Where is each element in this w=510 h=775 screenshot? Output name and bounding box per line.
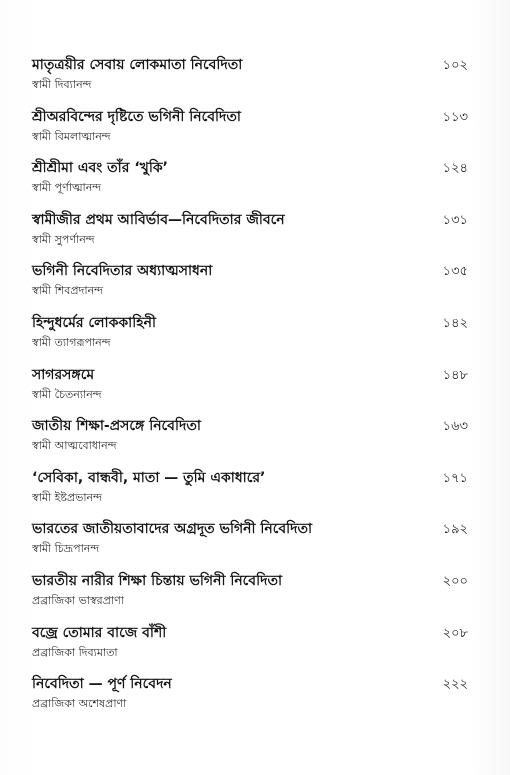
toc-entry-title: ‘সেবিকা, বান্ধবী, মাতা — তুমি একাধারে’ bbox=[32, 469, 266, 486]
toc-entry bbox=[32, 571, 468, 623]
toc-entry-author: স্বামী ইষ্টপ্রভানন্দ bbox=[32, 490, 102, 504]
toc-entry-author: স্বামী বিমলাত্মানন্দ bbox=[32, 129, 111, 143]
toc-entry-title: হিন্দুধর্মের লোককাহিনী bbox=[32, 314, 156, 331]
toc-entry bbox=[32, 158, 468, 210]
toc-entry-author: স্বামী শিবপ্রদানন্দ bbox=[32, 284, 103, 298]
toc-entry-author: স্বামী আত্মবোধানন্দ bbox=[32, 439, 117, 453]
toc-entry bbox=[32, 623, 468, 675]
toc-entry-page-number: ১৭১ bbox=[442, 470, 468, 486]
toc-entry bbox=[32, 468, 468, 520]
table-of-contents bbox=[32, 55, 468, 726]
toc-entry bbox=[32, 261, 468, 313]
toc-entry-page-number: ১৬৩ bbox=[442, 419, 468, 435]
toc-entry-title: শ্রীঅরবিন্দের দৃষ্টিতে ভগিনী নিবেদিতা bbox=[32, 108, 241, 125]
toc-entry-title: নিবেদিতা — পূর্ণ নিবেদন bbox=[32, 676, 172, 693]
toc-entry-author: স্বামী ত্যাগরূপানন্দ bbox=[32, 335, 111, 349]
toc-entry-title: বজ্রে তোমার বাজে বাঁশী bbox=[32, 624, 167, 641]
toc-entry bbox=[32, 313, 468, 365]
toc-entry-page-number: ১০২ bbox=[442, 58, 468, 73]
toc-entry-author: স্বামী দিব্যানন্দ bbox=[32, 78, 92, 91]
toc-entry bbox=[32, 107, 468, 159]
toc-entry bbox=[32, 519, 468, 571]
toc-entry-page-number: ২০০ bbox=[442, 573, 468, 589]
toc-entry-author: স্বামী সুপর্ণানন্দ bbox=[32, 232, 95, 246]
toc-entry-title: ভারতীয় নারীর শিক্ষা চিন্তায় ভগিনী নিবেদিতা bbox=[32, 572, 283, 589]
toc-entry bbox=[32, 55, 468, 107]
toc-entry-title: শ্রীশ্রীমা এবং তাঁর ‘খুকি’ bbox=[32, 160, 168, 177]
toc-entry bbox=[32, 365, 468, 417]
toc-entry-title: জাতীয় শিক্ষা-প্রসঙ্গে নিবেদিতা bbox=[32, 418, 201, 435]
toc-entry bbox=[32, 210, 468, 262]
toc-entry-page-number: ১৩৫ bbox=[442, 264, 468, 280]
toc-entry-page-number: ২২২ bbox=[442, 677, 468, 693]
toc-entry-title: সাগরসঙ্গমে bbox=[32, 366, 95, 383]
toc-entry-page-number: ১৯২ bbox=[442, 522, 468, 538]
toc-entry-author: প্রব্রাজিকা দিব্যমাতা bbox=[32, 645, 118, 659]
toc-entry-author: প্রব্রাজিকা অশেষপ্রাণা bbox=[32, 697, 127, 711]
toc-entry-page-number: ১১৩ bbox=[442, 109, 468, 125]
toc-entry-page-number: ১৪২ bbox=[442, 315, 468, 331]
toc-entry-title: স্বামীজীর প্রথম আবির্ভাব—নিবেদিতার জীবনে bbox=[32, 211, 285, 228]
toc-entry-title: ভারতের জাতীয়তাবাদের অগ্রদূত ভগিনী নিবেদিতা bbox=[32, 521, 313, 538]
toc-entry-page-number: ১৩১ bbox=[442, 212, 468, 228]
toc-entry-author: স্বামী চিদ্রূপানন্দ bbox=[32, 542, 100, 556]
toc-entry-author: স্বামী পূর্ণাত্মানন্দ bbox=[32, 181, 102, 195]
toc-entry-title: মাতৃত্রয়ীর সেবায় লোকমাতা নিবেদিতা bbox=[32, 57, 243, 73]
toc-entry-page-number: ১২৪ bbox=[442, 161, 468, 177]
toc-entry-author: প্রব্রাজিকা ভাস্বরপ্রাণা bbox=[32, 593, 124, 607]
toc-entry bbox=[32, 416, 468, 468]
toc-entry-author: স্বামী চৈতন্যানন্দ bbox=[32, 387, 102, 401]
toc-entry bbox=[32, 674, 468, 726]
toc-entry-page-number: ২০৮ bbox=[442, 625, 468, 641]
toc-entry-page-number: ১৪৮ bbox=[442, 367, 468, 383]
toc-entry-title: ভগিনী নিবেদিতার অধ্যাত্মসাধনা bbox=[32, 263, 213, 280]
